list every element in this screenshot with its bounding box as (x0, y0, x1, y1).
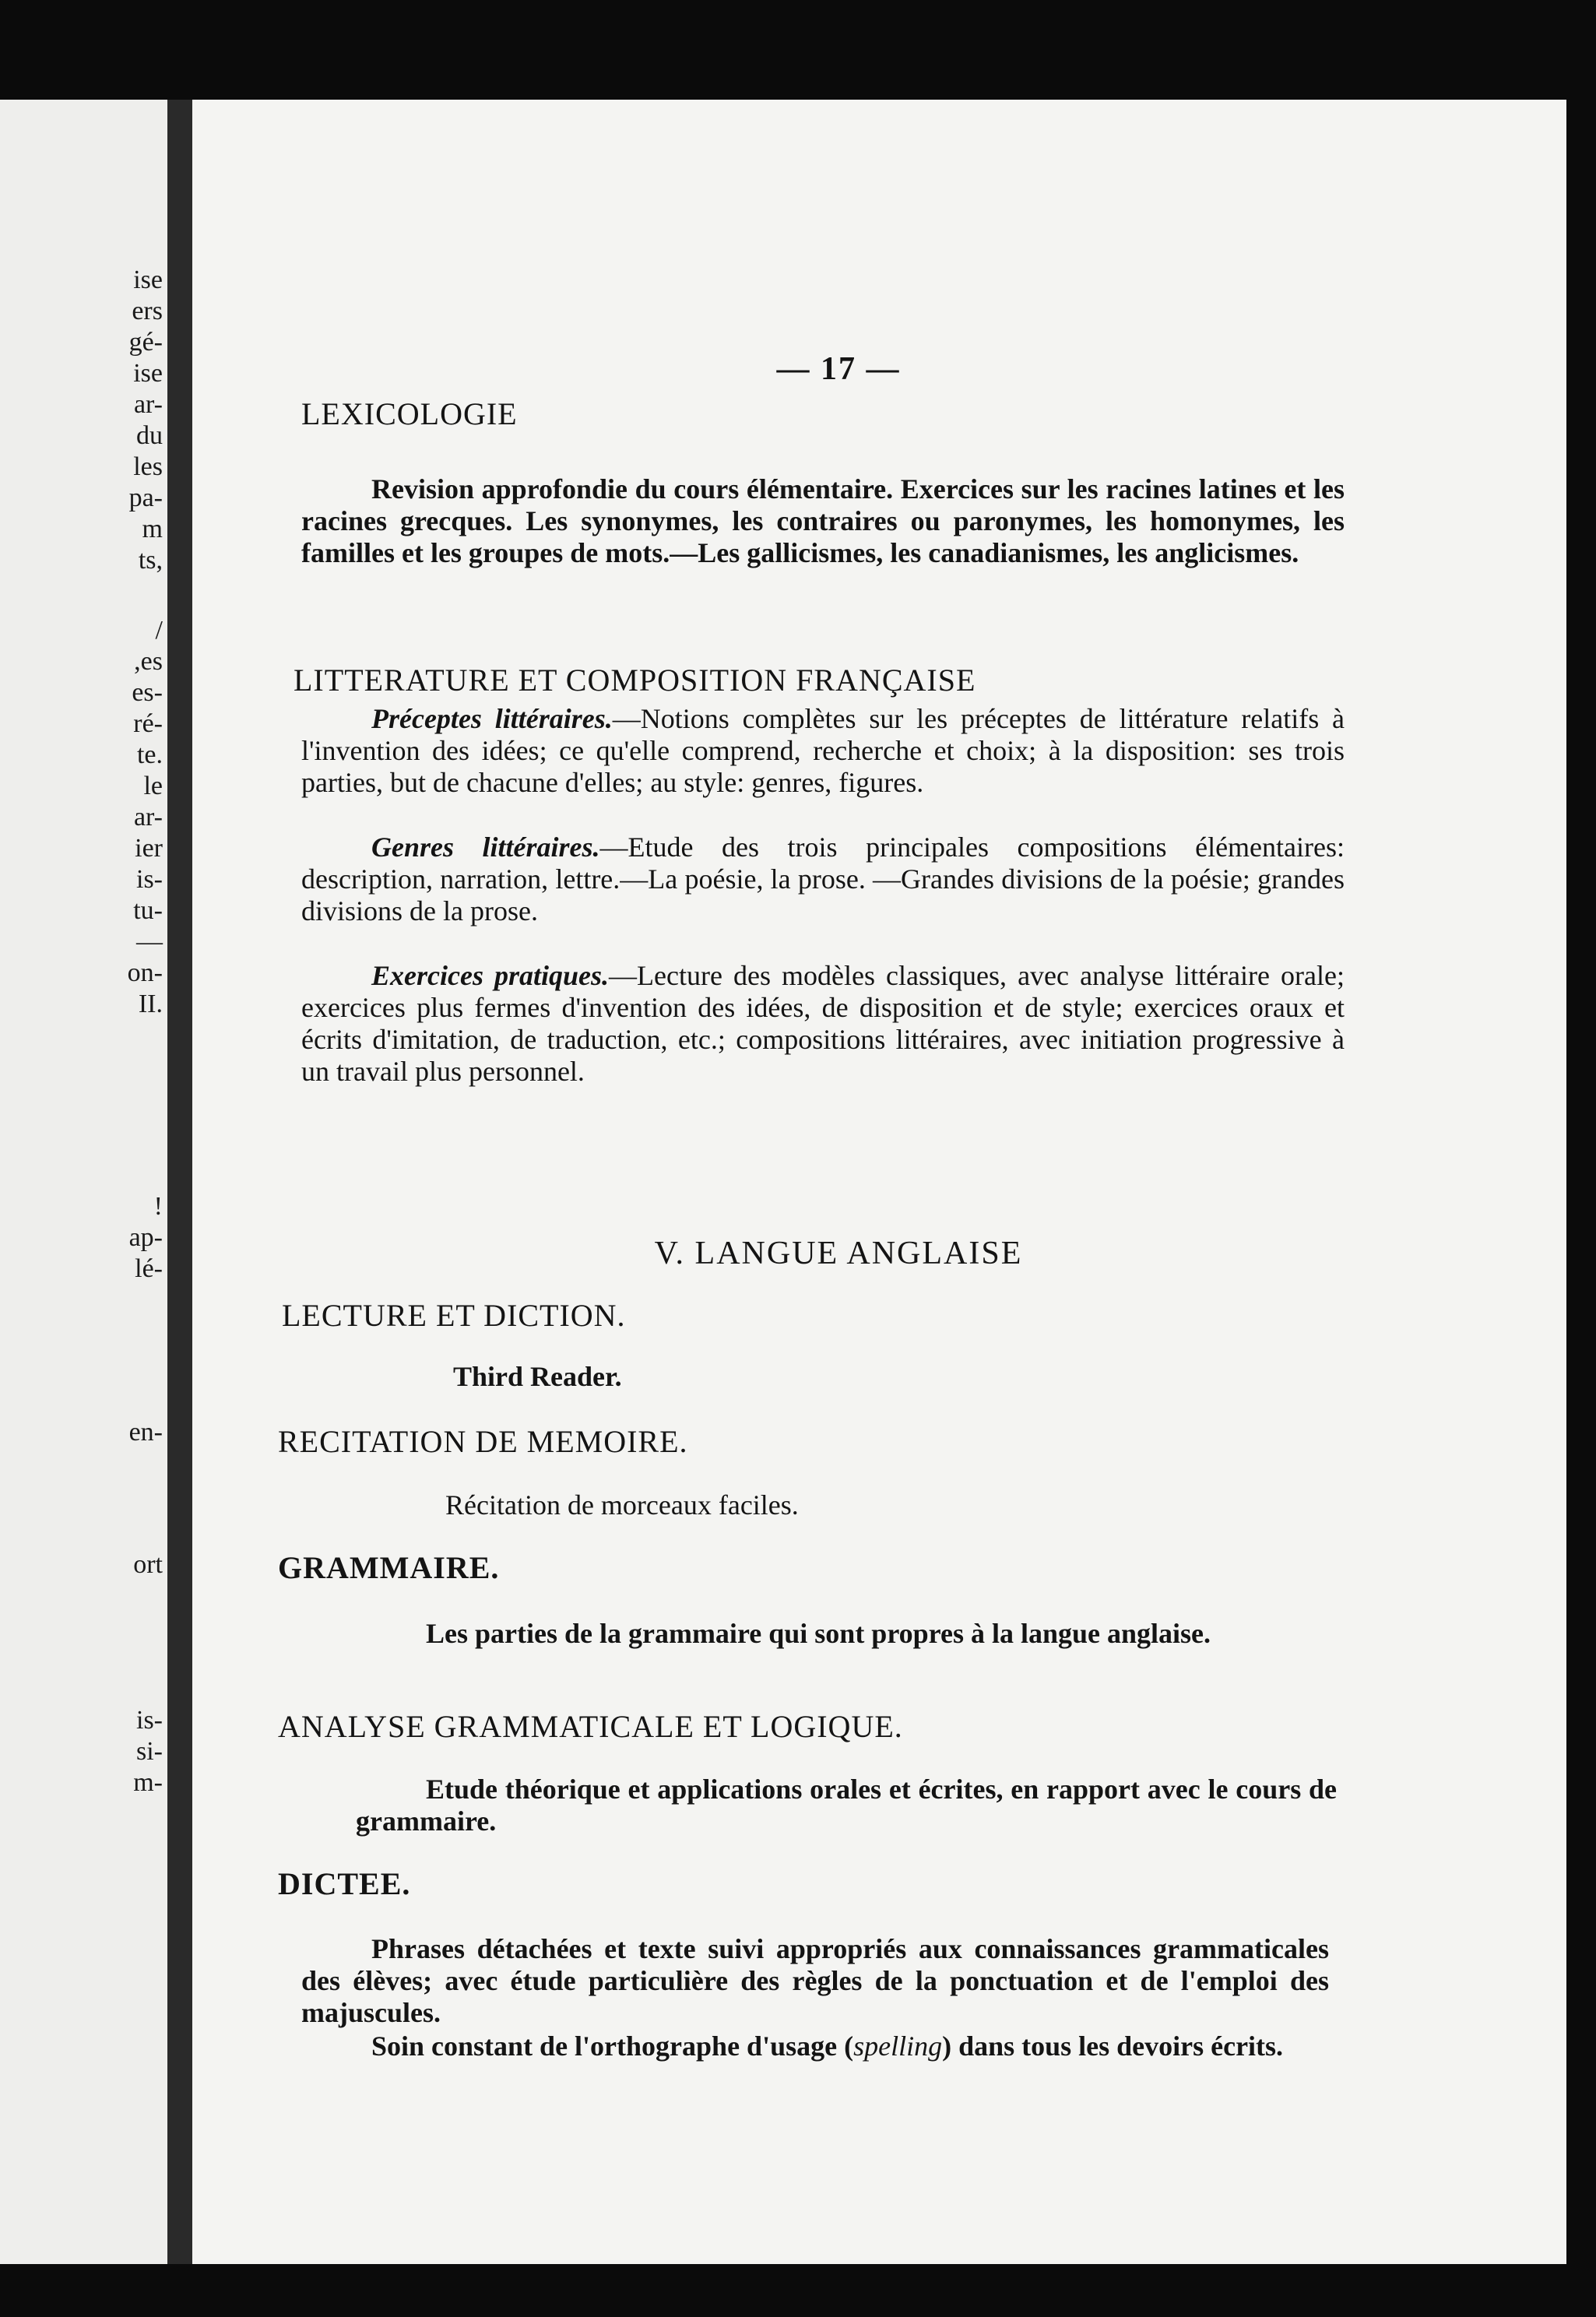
paragraph-dictee-2 (301, 2030, 1329, 2062)
left-page-fragment: le (143, 772, 163, 800)
left-page-fragment: si- (136, 1737, 163, 1766)
paragraph-grammaire: Les parties de la grammaire qui sont propres à la langue anglaise. (426, 1618, 1211, 1649)
left-page-fragment: gé- (128, 328, 163, 357)
left-page-fragment: lé- (135, 1254, 163, 1283)
page-number: — 17 — (776, 351, 901, 387)
left-page (0, 100, 167, 2264)
text-genres: —Etude des trois principales compositions élémentaires: description, narration, lettre.—La poésie, la prose. —Grandes divisions de la poésie; grandes divisions de la prose. (301, 832, 1345, 926)
left-page-fragment: ise (133, 265, 163, 294)
heading-dictee: DICTEE. (278, 1866, 411, 1901)
heading-litterature: LITTERATURE ET COMPOSITION FRANÇAISE (294, 663, 976, 698)
left-page-fragment: ap- (128, 1223, 163, 1252)
text-dictee-2-end: ) dans tous les devoirs écrits. (942, 2030, 1284, 2062)
label-preceptes: Préceptes littéraires. (371, 703, 613, 734)
left-page-fragment: ts, (138, 546, 163, 575)
left-page-fragments (0, 100, 167, 2264)
label-exercices: Exercices pratiques. (371, 960, 610, 991)
left-page-fragment: ort (133, 1550, 163, 1579)
left-page-fragment: tu- (133, 896, 163, 925)
left-page-fragment: on- (127, 958, 163, 987)
section-title-langue-anglaise: V. LANGUE ANGLAISE (654, 1236, 1023, 1271)
text-dictee-2-start: Soin constant de l'orthographe d'usage ( (371, 2030, 854, 2062)
paragraph-genres (301, 832, 1345, 927)
heading-recitation: RECITATION DE MEMOIRE. (278, 1424, 688, 1459)
paragraph-lecture: Third Reader. (453, 1361, 622, 1392)
paragraph-lexicologie: Revision approfondie du cours élémentaire. Exercices sur les racines latines et les racines grecques. Les synonymes, les contraires ou paronymes, les homonymes, les familles et les groupes de mots.—Les gallicismes, les canadianismes, les anglicismes. (301, 473, 1345, 568)
paragraph-dictee-1: Phrases détachées et texte suivi appropriés aux connaissances grammaticales des élèves; avec étude particulière des règles de la ponctuation et de l'emploi des majuscules. (301, 1933, 1329, 2028)
label-genres: Genres littéraires. (371, 832, 600, 863)
page (192, 100, 1566, 2264)
left-page-fragment: ! (153, 1192, 163, 1221)
heading-grammaire: GRAMMAIRE. (278, 1550, 500, 1585)
left-page-fragment: ar- (133, 390, 163, 419)
text-spelling: spelling (853, 2030, 943, 2062)
left-page-fragment: II. (138, 990, 163, 1018)
heading-analyse: ANALYSE GRAMMATICALE ET LOGIQUE. (278, 1709, 903, 1744)
left-page-fragment: te. (136, 740, 163, 769)
paragraph-exercices (301, 960, 1345, 1088)
page-gutter (167, 100, 192, 2264)
text-preceptes: —Notions complètes sur les préceptes de littérature relatifs à l'invention des idées; ce qu'elle comprend, recherche et choix; à la disposition: ses trois parties, but de chacune d'elles; au style: genres, figures. (301, 703, 1345, 798)
heading-lexicologie: LEXICOLOGIE (301, 396, 518, 431)
left-page-fragment: — (136, 927, 163, 956)
left-page-fragment: ier (135, 834, 163, 863)
left-page-fragment: les (133, 452, 163, 481)
left-page-fragment: m- (133, 1768, 163, 1797)
left-page-fragment: m (142, 515, 163, 543)
paragraph-recitation: Récitation de morceaux faciles. (445, 1489, 799, 1521)
left-page-fragment: pa- (128, 483, 163, 512)
left-page-fragment: ar- (133, 803, 163, 832)
left-page-fragment: ré- (133, 709, 163, 738)
paragraph-preceptes (301, 703, 1345, 799)
left-page-fragment: / (155, 616, 163, 645)
left-page-fragment: en- (128, 1418, 163, 1447)
text-exercices: —Lecture des modèles classiques, avec analyse littéraire orale; exercices plus fermes d'invention des idées, de disposition et de style; exercices oraux et écrits d'imitation, de traduction, etc.; compositions littéraires, avec initiation progressive à un travail plus personnel. (301, 960, 1345, 1087)
paragraph-analyse: Etude théorique et applications orales et écrites, en rapport avec le cours de grammaire. (356, 1774, 1337, 1837)
left-page-fragment: ise (133, 359, 163, 388)
left-page-fragment: is- (136, 865, 163, 894)
left-page-fragment: is- (136, 1706, 163, 1735)
left-page-fragment: ,es (134, 647, 163, 676)
left-page-fragment: ers (132, 297, 163, 325)
left-page-fragment: es- (132, 678, 163, 707)
heading-lecture: LECTURE ET DICTION. (282, 1298, 626, 1333)
left-page-fragment: du (136, 421, 163, 450)
